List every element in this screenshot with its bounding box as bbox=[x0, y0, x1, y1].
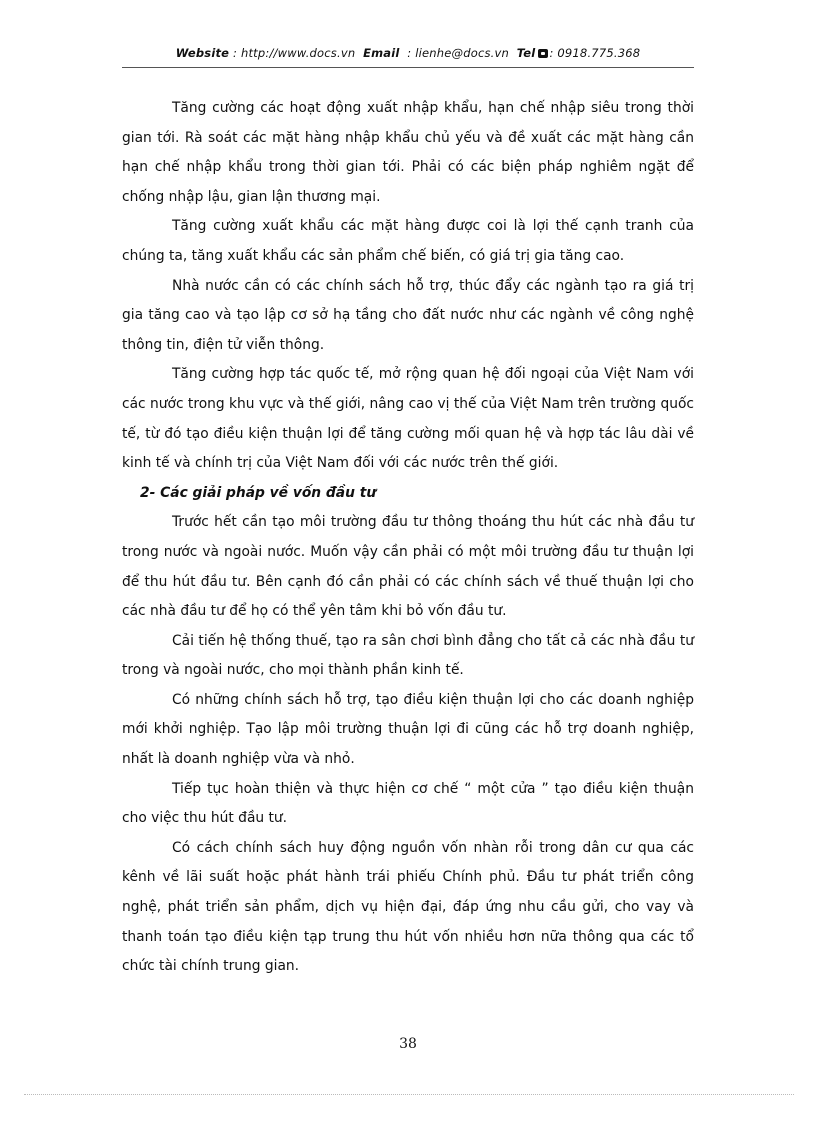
website-value: : http://www.docs.vn bbox=[233, 46, 356, 60]
paragraph: Có cách chính sách huy động nguồn vốn nhàn rỗi trong dân cư qua các kênh về lãi suất hoặc phát hành trái phiếu Chính phủ. Đầu tư phát triển công nghệ, phát triển sản phẩm, dịch vụ hiện đại, đáp ứng nhu cầu gửi, cho vay và thanh toán tạo điều kiện tạp trung thu hút vốn nhiều hơn nữa thông qua các tổ chức tài chính trung gian. bbox=[122, 839, 694, 975]
page-header bbox=[122, 46, 694, 60]
paragraph: Có những chính sách hỗ trợ, tạo điều kiện thuận lợi cho các doanh nghiệp mới khởi nghiệp. Tạo lập môi trường thuận lợi đi cũng các hỗ trợ doanh nghiệp, nhất là doanh nghiệp vừa và nhỏ. bbox=[122, 691, 694, 768]
tel-value: : 0918.775.368 bbox=[549, 46, 641, 60]
header-rule bbox=[122, 67, 694, 68]
website-label: Website bbox=[175, 46, 230, 60]
phone-icon bbox=[538, 49, 548, 58]
paragraph: Tăng cường hợp tác quốc tế, mở rộng quan hệ đối ngoại của Việt Nam với các nước trong khu vực và thế giới, nâng cao vị thế của Việt Nam trên trường quốc tế, từ đó tạo điều kiện thuận lợi để tăng cường mối quan hệ và hợp tác lâu dài về kinh tế và chính trị của Việt Nam đối với các nước trên thế giới. bbox=[122, 366, 694, 472]
paragraph: Cải tiến hệ thống thuế, tạo ra sân chơi bình đẳng cho tất cả các nhà đầu tư trong và ngoài nước, cho mọi thành phần kinh tế. bbox=[122, 632, 694, 679]
document-body bbox=[122, 94, 694, 982]
paragraph: Tăng cường các hoạt động xuất nhập khẩu, hạn chế nhập siêu trong thời gian tới. Rà soát các mặt hàng nhập khẩu chủ yếu và đề xuất các mặt hàng cần hạn chế nhập khẩu trong thời gian tới. Phải có các biện pháp nghiêm ngặt để chống nhập lậu, gian lận thương mại. bbox=[122, 100, 694, 205]
email-value: : lienhe@docs.vn bbox=[407, 46, 510, 60]
paragraph: Trước hết cần tạo môi trường đầu tư thông thoáng thu hút các nhà đầu tư trong nước và ngoài nước. Muốn vậy cần phải có một môi trường đầu tư thuận lợi để thu hút đầu tư. Bên cạnh đó cần phải có các chính sách về thuế thuận lợi cho các nhà đầu tư để họ có thể yên tâm khi bỏ vốn đầu tư. bbox=[122, 514, 694, 620]
email-label: Email bbox=[363, 46, 400, 60]
paragraph: Tăng cường xuất khẩu các mặt hàng được coi là lợi thế cạnh tranh của chúng ta, tăng xuất khẩu các sản phẩm chế biến, có giá trị gia tăng cao. bbox=[122, 218, 694, 264]
section-heading: 2- Các giải pháp về vốn đầu tư bbox=[140, 484, 377, 501]
paragraph: Tiếp tục hoàn thiện và thực hiện cơ chế “ một cửa ” tạo điều kiện thuận cho việc thu hút đầu tư. bbox=[122, 780, 694, 827]
bottom-dotted-rule bbox=[24, 1094, 794, 1095]
paragraph: Nhà nước cần có các chính sách hỗ trợ, thúc đẩy các ngành tạo ra giá trị gia tăng cao và tạo lập cơ sở hạ tầng cho đất nước như các ngành về công nghệ thông tin, điện tử viễn thông. bbox=[122, 277, 694, 353]
tel-label: Tel bbox=[516, 46, 536, 60]
page-number: 38 bbox=[399, 1036, 417, 1052]
